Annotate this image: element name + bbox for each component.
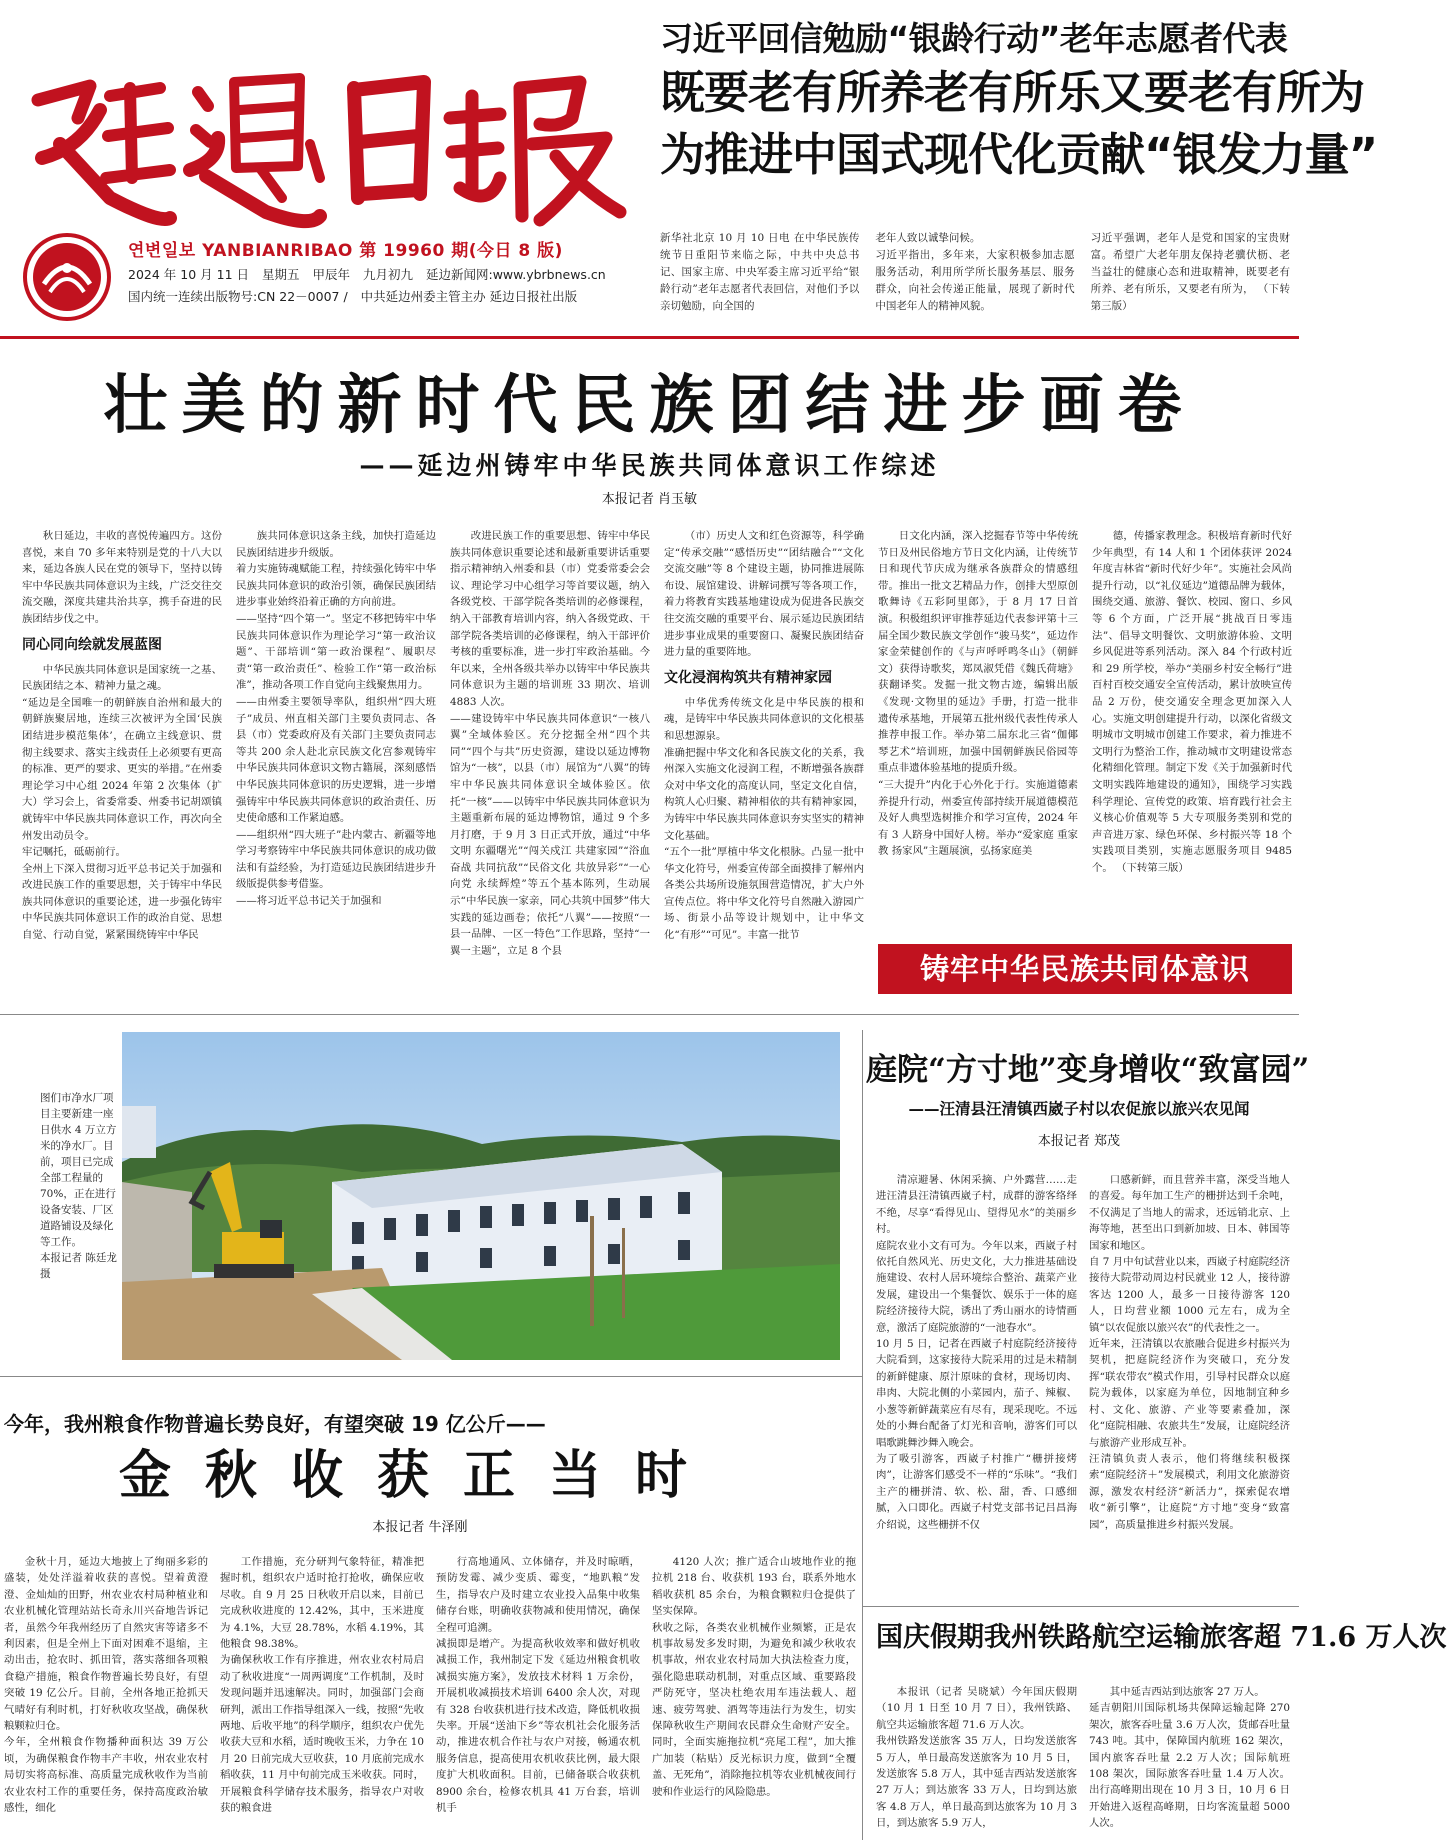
lead-headline-kicker: 习近平回信勉励“银龄行动”老年志愿者代表 (660, 19, 1288, 58)
newspaper-logo (20, 48, 640, 238)
issue-stems: 甲辰年 (312, 267, 350, 282)
harvest-article-byline: 本报记者 牛泽刚 (372, 1520, 468, 1535)
publisher: 中共延边州委主管主办 延边日报社出版 (360, 289, 578, 304)
village-article-subtitle: ——汪清县汪清镇西崴子村以农促旅以旅兴农见闻 (908, 1100, 1250, 1118)
lead-article-body (660, 230, 1290, 318)
paragraph: 金秋十月，延边大地披上了绚丽多彩的盛装，处处洋溢着收获的喜悦。望着黄澄澄、金灿灿的田野，州农业农村局种植业和农业机械化管理站站长奇永川兴奋地告诉记者，虽然今年我州经历了自然灾害等诸多不利因素，但是全州上下面对困难不退缩，主动出击，抢农时、抓田管，落实落细各项粮食稳产措施，粮食作物普遍长势良好，有望突破 19 亿公斤。目前，全州各地正抢抓天气晴好有利时机，打好秋收攻坚战，确保秋粮颗粒归仓。 今年，全州粮食作物播种面积达 39 万公顷，为确保粮食作物丰产丰收，州农业农村局切实将高标准、高质量完成秋收作为当前农业农村工作的重要任务，保持高度政治敏感性，细化 (4, 1556, 208, 1815)
village-article-column (1089, 1172, 1290, 1600)
harvest-article-column (220, 1554, 424, 1840)
feature-column (664, 528, 864, 992)
feature-column (236, 528, 436, 992)
harvest-article-column (652, 1554, 856, 1840)
transport-article-column (876, 1684, 1077, 1840)
village-article-body (876, 1172, 1290, 1600)
water-plant-photo (122, 1032, 840, 1360)
harvest-article-column (4, 1554, 208, 1840)
news-photo (122, 1032, 840, 1360)
lead-headline-main-1: 既要老有所养老有所乐又要老有所为 (660, 66, 1365, 119)
paragraph: 行高地通风、立体储存，并及时晾晒，预防发霉、减少变质、霉变，“地趴粮”发生，指导农户及时建立农业投入品集中收集储存台账，明确收获物减和使用情况，确保全程可追溯。 减损即是增产。为提高秋收效率和做好机收减损工作，我州制定下发《延边州粮食机收减损实施方案》，发放技术材料 1 万余份，开展机收减损技术培训 6400 余人次，对现有 328 台收获机进行技术改造，降低机收损失率。开展“送油下乡”等农机社会化服务活动，推进农机合作社与农户对接，畅通农机服务信息，提高使用农机收获比例，最大限度扩大机收面积。目前，已储备联合收获机 8900 余台，检修农机具 41 万台套，培训机手 (436, 1556, 640, 1815)
paragraph: 4120 人次；推广适合山坡地作业的拖拉机 218 台、收获机 193 台，联系外地水稻收获机 85 余台，为粮食颗粒归仓提供了坚实保障。 秋收之际，各类农业机械作业频繁，正是农机事故易发多发时期，为避免和减少秋收农机事故，州农业农村局加大执法检查力度，强化隐患联动机制，对重点区域、重要路段严防死守，坚决杜绝农用车违法载人、超速、疲劳驾驶、酒驾等违法行为发生，切实保障秋收生产期间农民群众生命财产安全。同时，全面实施拖拉机“亮尾工程”，加大推广加装（粘贴）反光标识力度，做到“全覆盖、无死角”，消除拖拉机等农业机械夜间行驶和作业运行的风险隐患。 (652, 1556, 856, 1798)
calligraphy-logo (20, 48, 640, 238)
masthead-date-line (128, 264, 628, 286)
paragraph: 清凉避暑、休闲采摘、户外露营……走进汪清县汪清镇西崴子村，成群的游客络绎不绝，尽享“看得见山、望得见水”的美丽乡村。 庭院农业小文有可为。今年以来，西崴子村依托自然风光、历史文化，大力推进基础设施建设、农村人居环境综合整治、蔬菜产业发展，建设出一个集餐饮、娱乐于一体的庭院经济接待大院，诱出了秀山丽水的诗情画意，激活了庭院旅游的“一池春水”。 10 月 5 日，记者在西崴子村庭院经济接待大院看到，这家接待大院采用的过是未精制的新鲜健康、原汁原味的食材，现场切肉、串肉、大院北侧的小菜园内，茄子、辣椒、小葱等新鲜蔬菜应有尽有，现采现吃。不远处的小舞台配备了灯光和音响，游客们可以唱歌跳舞沙舞入晚会。 为了吸引游客，西崴子村推广“栅拼接烤肉”，让游客们感受不一样的“乐味”。“我们主产的栅拼清、软、松、甜，香、口感细腻，入口即化。西崴子村党支部书记吕昌海介绍说，这些栅拼不仅 (876, 1174, 1077, 1531)
section-divider (0, 1014, 1299, 1015)
transport-article-column (1089, 1684, 1290, 1840)
masthead-publisher-line (128, 286, 628, 308)
paragraph: 日文化内涵，深入挖掘春节等中华传统节日及州民俗地方节日文化内涵，让传统节日和现代节庆成为继承各族群众的情感纽带。推出一批文艺精品力作，创排大型原创歌舞诗《五彩阿里郎》，于 8 月 17 日首演。积极组织评审推荐延边代表参评第十三届全国少数民族文学创作“骏马奖”，延边作家金荣健创作的《与声呼呼鸣冬山》（朝鲜文）获得诗歌奖，郑凤淑凭借《魏氏荷塘》获翻译奖。发掘一批文物古迹，编辑出版《发现·文物里的延边》手册，打造一批非遗传承基地，开展第五批州级代表性传承人推荐申报工作。举办第二届东北三省“伽倻琴艺术”培训班，加强中国朝鲜族民俗园等重点非遗体验基地的提质升级。 “三大提升”内化于心外化于行。实施道德素养提升行动，州委宣传部持续开展道德模范及好人典型选树推介和学习宣传，2024 年有 3 人跻身中国好人榜。举办“爱家庭 重家教 扬家风”主题展演，弘扬家庭美 (878, 530, 1078, 858)
paragraph: 改进民族工作的重要思想、铸牢中华民族共同体意识重要论述和最新重要讲话重要指示精神纳入州委和县（市）党委常委会会议、理论学习中心组学习等首要议题，纳入各级党校、干部学院各类培训的必修课程，纳入干部教育培训内容，纳入各级党政、干部学院各类培训的必修课程，纳入干部评价考核的重要标准，进一步打牢政治基础。今年以来，全州各级共举办以铸牢中华民族共同体意识为主题的培训班 33 期次、培训 4883 人次。 ——建设铸牢中华民族共同体意识“一核八翼”全域体验区。充分挖掘全州“四个共同”“四个与共”历史资源，建设以延边博物馆为“一核”，以县（市）展馆为“八翼”的铸牢中华民族共同体意识全域体验区。依托“一核”——以铸牢中华民族共同体意识为主题重新布展的延边博物馆，通过 9 个多月打磨，于 9 月 3 日正式开放，通过“中华文明 东疆曙光”“闯关戍江 共建家园”“浴血奋战 共同抗敌”“民俗文化 共放异彩”“一心向党 永续辉煌”等五个基本陈列，生动展示“中华民族一家亲，同心共筑中国梦”伟大实践的延边画卷；依托“八翼”——按照“一县一品牌、一区一特色”工作思路，坚持“一翼一主题”，立足 8 个县 (450, 530, 650, 957)
column-divider (862, 1030, 863, 1840)
issue-lunar: 九月初九 (362, 267, 413, 282)
paragraph: 工作措施，充分研判气象特征，精准把握时机，组织农户适时抢打抢收，确保应收尽收。自 9 月 25 日秋收开启以来，目前已完成秋收进度的 12.42%，其中，玉米进度为 4.1%，大豆 28.78%，水稻 4.19%，其他粮食 98.38%。 为确保秋收工作有序推进，州农业农村局启动了秋收进度“一周两调度”工作机制，及时发现问题并迅速解决。同时，加强部门会商研判，派出工作指导组深入一线，按照“先收两地、后收平地”的科学顺序，组织农户优先收获大豆和水稻，适时晚收玉米，力争在 10 月 20 日前完成大豆收获，10 月底前完成水稻收获，11 月中旬前完成玉米收获。同时，开展粮食科学储存技术服务，指导农户对收获的粮食进 (220, 1556, 424, 1815)
harvest-article-kicker: 今年，我州粮食作物普遍长势良好，有望突破 19 亿公斤—— (4, 1412, 546, 1436)
paragraph: 口感新鲜，而且营养丰富，深受当地人的喜爱。每年加工生产的栅拼达到千余吨，不仅满足了当地人的需求，还远销北京、上海等地，甚至出口到新加坡、日本、韩国等国家和地区。 自 7 月中旬试营业以来，西崴子村庭院经济接待大院带动周边村民就业 12 人，接待游客达 1200 人，最多一日接待游客 120 人，日均营业额 1000 元左右，成为全镇“以农促旅以旅兴农”的代表性之一。 近年来，汪清镇以农旅融合促进乡村振兴为契机，把庭院经济作为突破口，充分发挥“联农带农”模式作用，引导村民群众以庭院为载体，以家庭为单位，因地制宜种乡村、文化、旅游、产业等要素叠加，深化“庭院相融、农旅共生”发展，让庭院经济与旅游产业形成互补。 汪清镇负责人表示，他们将继续积极探索“庭院经济＋”发展模式，利用文化旅游资源，激发农村经济“新活力”，探索促农增收“新引擎”，让庭院“方寸地”变身“致富园”，高质量推进乡村振兴发展。 (1089, 1174, 1290, 1531)
village-article-column (876, 1172, 1077, 1600)
masthead (0, 0, 1378, 340)
feature-column (450, 528, 650, 992)
paragraph: 本报讯（记者 吴晓斌）今年国庆假期（10 月 1 日至 10 月 7 日），我州铁路、航空共运输旅客超 71.6 万人次。 我州铁路发送旅客 35 万人，日均发送旅客 5 万人，单日最高发送旅客为 10 月 5 日，发送旅客 5.8 万人，其中延吉西站发送旅客 27 万人；到达旅客 33 万人，日均到达旅客 4.8 万人，单日最高到达旅客为 10 月 3 日，到达旅客 5.9 万人， (876, 1686, 1077, 1830)
section-subhead: 文化浸润构筑共有精神家园 (664, 669, 832, 686)
harvest-article-title: 金秋收获正当时 (118, 1445, 721, 1506)
harvest-article-body (4, 1554, 856, 1840)
paragraph: 族共同体意识这条主线，加快打造延边民族团结进步升级版。 着力实施铸魂赋能工程，持续强化铸牢中华民族共同体意识的政治引领，确保民族团结进步事业始终沿着正确的方向前进。 ——坚持“四个第一”。坚定不移把铸牢中华民族共同体意识作为理论学习“第一政治议题”、干部培训“第一政治课程”、履职尽责“第一政治责任”、检验工作“第一政治标准”，推动各项工作自觉向主线聚焦用力。 ——由州委主要领导率队，组织州“四大班子”成员、州直相关部门主要负责同志、各县（市）党委政府及有关部门主要负责同志等共 200 余人赴北京民族文化宫参观铸牢中华民族共同体意识文物古籍展，深刻感悟中华民族共同体意识的历史逻辑，进一步增强铸牢中华民族共同体意识的政治责任、历史使命感和工作紧迫感。 ——组织州“四大班子”赴内蒙古、新疆等地学习考察铸牢中华民族共同体意识的成功做法和有益经验，为打造延边民族团结进步升级版提供参考借鉴。 ——将习近平总书记关于加强和 (236, 530, 436, 908)
transport-article-title: 国庆假期我州铁路航空运输旅客超 71.6 万人次 (876, 1622, 1447, 1653)
lead-article-column: 老年人致以诚挚问候。 习近平指出，多年来，大家积极参加志愿服务活动，利用所学所长服务基层、服务群众，向社会传递正能量，展现了新时代中国老年人的精神风貌。 (875, 232, 1075, 312)
feature-subtitle: ——延边州铸牢中华民族共同体意识工作综述 (359, 451, 940, 480)
issue-weekday: 星期五 (261, 267, 300, 282)
paragraph: （市）历史人文和红色资源等，科学确定“传承交融”“感悟历史”“团结融合”“文化交流交融”等 8 个建设主题，协同推进展陈布设、展馆建设、讲解词撰写等各项工作，着力将教育实践基地建设成为促进各民族交往交流交融的重要平台、展示延边民族团结进步事业成果的重要窗口、凝聚民族团结奋进力量的重要阵地。 (664, 530, 864, 659)
cn-number: 国内统一连续出版物号:CN 22－0007 / (128, 289, 348, 304)
issue-date: 2024 年 10 月 11 日 (128, 267, 249, 282)
feature-title: 壮美的新时代民族团结进步画卷 (103, 369, 1196, 443)
website-link[interactable]: 延边新闻网:www.ybrbnews.cn (425, 267, 606, 282)
feature-byline: 本报记者 肖玉敏 (601, 492, 698, 507)
feature-body (22, 528, 1292, 992)
paragraph: 中华民族共同体意识是国家统一之基、民族团结之本、精神力量之魂。 “延边是全国唯一的朝鲜族自治州和最大的朝鲜族聚居地，连续三次被评为全国‘民族团结进步模范集体’，在确立主线意识、贯彻主线要求、落实主线责任上必须要有更高的标准、更严的要求、更实的举措。”在州委理论学习中心组 2024 年第 2 次集体（扩大）学习会上，省委常委、州委书记胡颂镇就铸牢中华民族共同体意识工作，再次向全州发出动员令。 牢记嘱托，砥砺前行。 全州上下深入贯彻习近平总书记关于加强和改进民族工作的重要思想，关于铸牢中华民族共同体意识的重要论述，进一步强化铸牢中华民族共同体意识工作的政治自觉、思想自觉、行动自觉，紧紧围绕铸牢中华民 (22, 663, 222, 942)
issue-number: 第 19960 期(今日 8 版) (359, 241, 563, 261)
masthead-info (128, 236, 628, 308)
lead-article-column: 习近平强调，老年人是党和国家的宝贵财富。希望广大老年朋友保持老骥伏枥、老当益壮的健康心态和进取精神，既要老有所养、老有所乐，又要老有所为， （下转第三版） (1090, 232, 1290, 312)
korean-name: 연변일보 (128, 241, 196, 261)
paragraph: 中华优秀传统文化是中华民族的根和魂，是铸牢中华民族共同体意识的文化根基和思想源泉。 准确把握中华文化和各民族文化的关系，我州深入实施文化浸润工程，不断增强各族群众对中华文化的高度认同，坚定文化自信，构筑人心归聚、精神相依的共有精神家园，为铸牢中华民族共同体意识夯实坚实的精神文化基础。 “五个一批”厚植中华文化根脉。凸显一批中华文化符号，州委宣传部全面摸排了解州内各类公共场所设施氛围营造情况，扩大户外宣传点位。将中华文化符号自然融入游园广场、街景小品等设计规划中，让中华文化“有形”“可见”。丰富一批节 (664, 696, 864, 942)
theme-banner: 铸牢中华民族共同体意识 (878, 944, 1292, 994)
section-subhead: 同心同向绘就发展蓝图 (22, 636, 162, 653)
village-article-byline: 本报记者 郑茂 (1037, 1134, 1121, 1149)
photo-caption: 图们市净水厂项目主要新建一座日供水 4 万立方米的净水厂。目前，项目已完成全部工程量的 70%，正在进行设备安装、厂区道路铺设及绿化等工作。 本报记者 陈廷龙 摄 (40, 1092, 117, 1280)
masthead-name-line (128, 236, 628, 264)
feature-column (22, 528, 222, 992)
emblem-icon (22, 232, 112, 322)
feature-column (878, 528, 1078, 992)
newspaper-emblem (22, 232, 112, 322)
village-article-title: 庭院“方寸地”变身增收“致富园” (866, 1052, 1310, 1088)
lead-headline (660, 16, 1378, 186)
roman-name: YANBIANRIBAO (202, 241, 353, 261)
masthead-divider (0, 336, 1299, 339)
paragraph: 其中延吉西站到达旅客 27 万人。 延吉朝阳川国际机场共保障运输起降 270 架次，旅客吞吐量 3.6 万人次，货邮吞吐量 743 吨。其中，保障国内航班 162 架次，国内旅客吞吐量 2.2 万人次；国际航班 108 架次，国际旅客吞吐量 1.4 万人次。出行高峰期出现在 10 月 3 日，10 月 6 日开始进入返程高峰期，日均客流量超 5000 人次。 (1089, 1686, 1290, 1830)
harvest-article-column (436, 1554, 640, 1840)
lead-headline-main-2: 为推进中国式现代化贡献“银发力量” (660, 128, 1378, 181)
feature-column (1092, 528, 1292, 932)
paragraph: 德，传播家教理念。积极培育新时代好少年典型，有 14 人和 1 个团体获评 2024 年度吉林省“新时代好少年”。实施社会风尚提升行动，以“礼仪延边”道德品牌为载体，围绕交通、旅游、餐饮、校园、窗口、乡风等 6 个方面，广泛开展“挑战百日零违法”、倡导文明餐饮、文明旅游体验、文明乡风促进等系列活动。深入 84 个行政村近和 29 所学校，举办“美丽乡村安全畅行”进百村百校交通安全宣传活动，累计放映宣传品 2 万份，使交通安全理念更加深入人心。实施文明创建提升行动，以深化省级文明城市文明城市创建工作要求，着力推进不文明行为整治工作，推动城市文明建设常态化精细化管理。制定下发《关于加强新时代文明实践阵地建设的通知》，围绕学习实践科学理论、宣传党的政策、培育践行社会主义核心价值观等 5 大专项服务类别和党的声音进万家、绿色环保、乡村振兴等 18 个实践项目类别，实施志愿服务项目 9485 个。 （下转第三版） (1092, 530, 1292, 874)
paragraph: 秋日延边，丰收的喜悦传遍四方。这份喜悦，来自 70 多年来特别是党的十八大以来，延边各族人民在党的领导下，坚持以铸牢中华民族共同体意识为主线，广泛交往交流交融，深度共建共治共享，携手奋进的民族团结步伐之中。 (22, 530, 222, 625)
transport-article-body (876, 1684, 1290, 1840)
section-divider (862, 1606, 1299, 1607)
lead-article-column: 新华社北京 10 月 10 日电 在中华民族传统节日重阳节来临之际，中共中央总书记、国家主席、中央军委主席习近平给“银龄行动”老年志愿者代表回信，对他们予以亲切勉励，向全国的 (660, 232, 860, 312)
section-divider (0, 1376, 862, 1377)
